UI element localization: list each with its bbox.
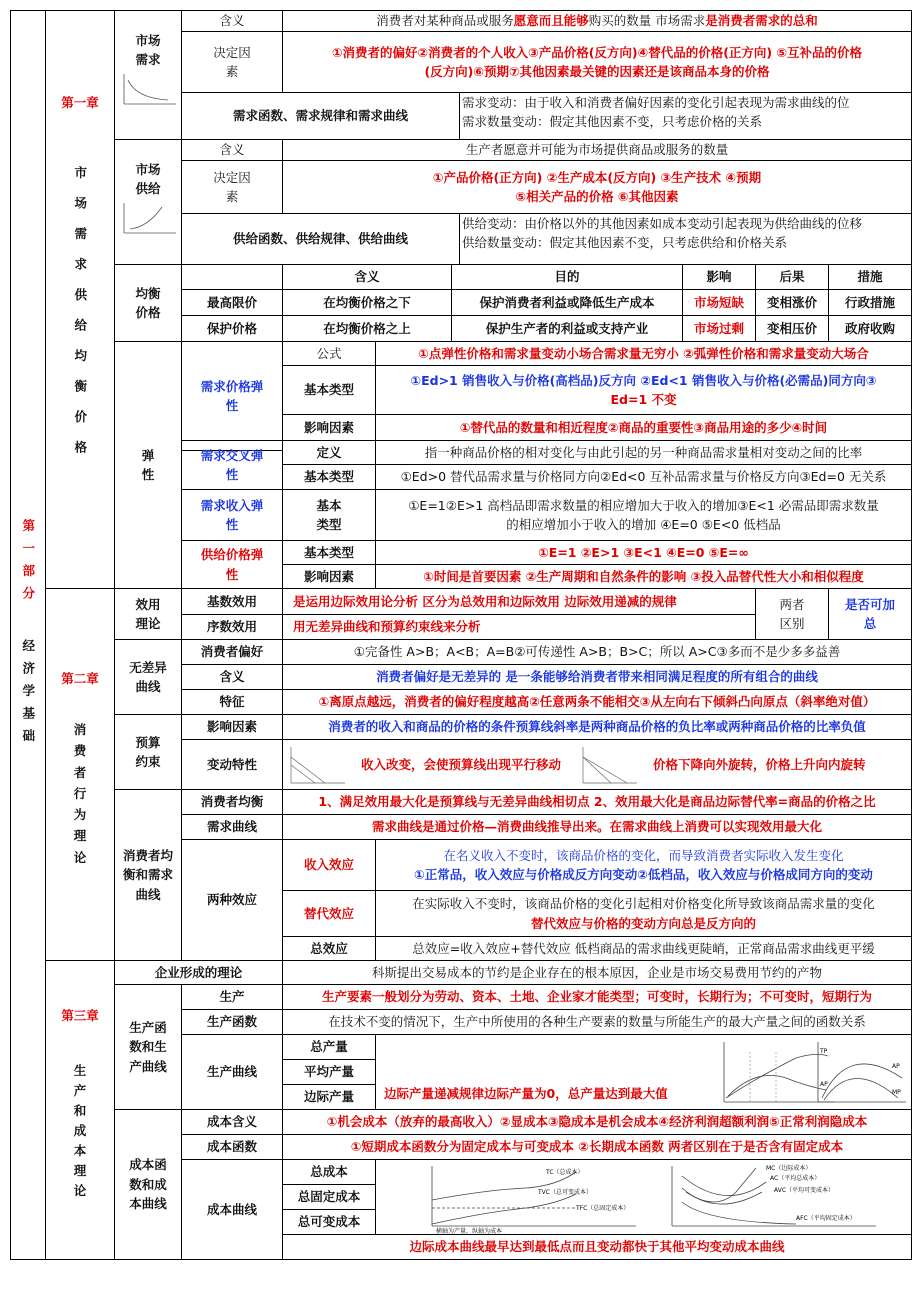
chapter-3-name: 第三章	[61, 1008, 99, 1023]
supply-label: 市场供给	[135, 162, 161, 197]
supply-r2-key: 决定因素	[181, 160, 283, 214]
svg-text:AP: AP	[892, 1063, 900, 1070]
elastic-price-basic-value: ①Ed>1 销售收入与价格(高档品)反方向 ②Ed<1 销售收入与价格(必需品)同方向③ Ed=1 不变	[375, 365, 912, 415]
equil-header-blank	[181, 264, 283, 290]
elastic-cross-def-value: 指一种商品价格的相对变化与由此引起的另一种商品需求量相对变动之间的比率	[375, 440, 912, 465]
cost-item-2: 总可变成本	[282, 1209, 376, 1235]
chapter-3-cell	[45, 960, 115, 1260]
part-cell	[10, 10, 46, 1260]
demand-r3-key: 需求函数、需求规律和需求曲线	[181, 92, 460, 140]
part-subtitle: 经济学基础	[20, 638, 36, 752]
indiff-label: 无差异曲线	[114, 639, 182, 715]
cost-meaning-key: 成本含义	[181, 1109, 283, 1135]
equil-row-0-c1: 保护消费者利益或降低生产成本	[451, 289, 683, 316]
firm-theory-value: 科斯提出交易成本的节约是企业存在的根本原因，企业是市场交易费用节约的产物	[282, 960, 912, 985]
demand-label: 市场需求	[135, 33, 161, 68]
total-effect-key: 总效应	[282, 936, 376, 961]
consumer-equil-key: 消费者均衡	[181, 789, 283, 815]
cost-curve-graphs	[375, 1159, 912, 1235]
cost-bottom-note: 边际成本曲线最早达到最低点而且变动都快于其他平均变动成本曲线	[282, 1234, 912, 1260]
production-curve-key: 生产曲线	[181, 1034, 283, 1110]
svg-text:TC（总成本）: TC（总成本）	[546, 1169, 584, 1176]
elastic-formula-value: ①点弹性价格和需求量变动小场合需求量无穷小 ②弧弹性价格和需求量变动大场合	[375, 341, 912, 366]
chapter-1-title: 市场需求供给均衡价格	[72, 166, 88, 471]
utility-ord-key: 序数效用	[181, 614, 283, 640]
cost-item-1: 总固定成本	[282, 1184, 376, 1210]
indiff-mean-value: 消费者偏好是无差异的 是一条能够给消费者带来相同满足程度的所有组合的曲线	[282, 664, 912, 690]
equil-row-1-c2: 市场过剩	[682, 315, 756, 342]
production-function-key: 生产函数	[181, 1009, 283, 1035]
indiff-pref-value: ①完备性 A>B；A<B；A=B②可传递性 A>B；B>C；所以 A>C③多而不是少多多益善	[282, 639, 912, 665]
production-value: 生产要素一般划分为劳动、资本、土地、企业家才能类型；可变时，长期行为；不可变时，短期行为	[282, 984, 912, 1010]
budget-chg-value: 收入改变，会使预算线出现平行移动 价格下降向外旋转，价格上升向内旋转	[282, 739, 912, 790]
utility-card-value: 是运用边际效用论分析 区分为总效用和边际效用 边际效用递减的规律	[282, 588, 756, 615]
production-curve-value: 边际产量递减规律边际产量为0，总产量达到最大值 TP AP AP MP	[375, 1034, 912, 1110]
equil-header-1: 目的	[451, 264, 683, 290]
elastic-cross-basic-value: ①Ed>0 替代品需求量与价格同方向②Ed<0 互补品需求量与价格反方向③Ed=0 无关系	[375, 464, 912, 490]
two-effects-key: 两种效应	[181, 839, 283, 961]
budget-infl-value: 消费者的收入和商品的价格的条件预算线斜率是两种商品价格的负比率或两种商品价格的比率负值	[282, 714, 912, 740]
elastic-supply-effect-value: ①时间是首要因素 ②生产周期和自然条件的影响 ③投入品替代性大小和相似程度	[375, 564, 912, 589]
elastic-income-label: 需求收入弹性	[181, 489, 283, 541]
equil-row-0-c3: 变相涨价	[755, 289, 829, 316]
equil-row-1-c3: 变相压价	[755, 315, 829, 342]
sub-effect-key: 替代效应	[282, 890, 376, 937]
elastic-supply-effect-key: 影响因素	[282, 564, 376, 589]
equil-header-3: 后果	[755, 264, 829, 290]
income-effect-key: 收入效应	[282, 839, 376, 891]
svg-text:TFC（总固定成本）: TFC（总固定成本）	[576, 1205, 630, 1212]
chapter-3-title: 生产和成本理论	[73, 1063, 87, 1198]
demand-r1-value: 消费者对某种商品或服务 愿意而且能够 购买的数量 市场需求 是消费者需求的总和	[282, 10, 912, 32]
elastic-price-effect-key: 影响因素	[282, 414, 376, 441]
prod-item-1: 平均产量	[282, 1059, 376, 1085]
svg-text:AC（平均总成本）: AC（平均总成本）	[770, 1175, 821, 1182]
elastic-price-label: 需求价格弹性	[181, 341, 283, 451]
cost-item-0: 总成本	[282, 1159, 376, 1185]
chapter-1-name: 第一章	[61, 95, 99, 110]
supply-curve-icon	[118, 199, 178, 239]
elastic-income-basic-key: 基本类型	[282, 489, 376, 541]
equil-header-0: 含义	[282, 264, 452, 290]
budget-chg-key: 变动特性	[181, 739, 283, 790]
equil-row-1-c0: 在均衡价格之上	[282, 315, 452, 342]
chapter-1-cell	[45, 10, 115, 589]
supply-r1-value: 生产者愿意并可能为市场提供商品或服务的数量	[282, 139, 912, 161]
cost-curve-key: 成本曲线	[181, 1159, 283, 1260]
equil-row-1-key: 保护价格	[181, 315, 283, 342]
elastic-supply-basic-value: ①E=1 ②E>1 ③E<1 ④E=0 ⑤E=∞	[375, 540, 912, 565]
elastic-price-effect-value: ①替代品的数量和相近程度②商品的重要性③商品用途的多少④时间	[375, 414, 912, 441]
indiff-pref-key: 消费者偏好	[181, 639, 283, 665]
elastic-supply-label: 供给价格弹性	[181, 540, 283, 589]
budget-label: 预算约束	[114, 714, 182, 790]
supply-r1-key: 含义	[181, 139, 283, 161]
utility-card-key: 基数效用	[181, 588, 283, 615]
demand-r3-value: 需求变动：由于收入和消费者偏好因素的变化引起表现为需求曲线的位 需求数量变动：假定其他因素不变，只考虑价格的关系	[459, 92, 912, 140]
utility-label: 效用理论	[114, 588, 182, 640]
supply-label-cell	[114, 139, 182, 265]
elastic-cross-label: 需求交叉弹性	[181, 440, 283, 490]
firm-theory-key: 企业形成的理论	[114, 960, 283, 985]
part-title: 第一部分	[20, 518, 36, 609]
production-key: 生产	[181, 984, 283, 1010]
budget-rotate-icon	[577, 743, 639, 787]
demand-r2-key: 决定因素	[181, 31, 283, 93]
cost-function-value: ①短期成本函数分为固定成本与可变成本 ②长期成本函数 两者区别在于是否含有固定成本	[282, 1134, 912, 1160]
demand-label-cell	[114, 10, 182, 140]
supply-r3-key: 供给函数、供给规律、供给曲线	[181, 213, 460, 265]
consumer-equil-value: 1、满足效用最大化是预算线与无差异曲线相切点 2、效用最大化是商品边际替代率=商品的价格之比	[282, 789, 912, 815]
demand-curve-key: 需求曲线	[181, 814, 283, 840]
elastic-income-basic-value: ①E=1②E>1 高档品即需求数量的相应增加大于收入的增加③E<1 必需品即需求数量 的相应增加小于收入的增加 ④E=0 ⑤E<0 低档品	[375, 489, 912, 541]
demand-curve-value: 需求曲线是通过价格—消费曲线推导出来。在需求曲线上消费可以实现效用最大化	[282, 814, 912, 840]
cost-meaning-value: ①机会成本（放弃的最高收入）②显成本③隐成本是机会成本④经济利润超额利润⑤正常利润隐成本	[282, 1109, 912, 1135]
elastic-price-basic-key: 基本类型	[282, 365, 376, 415]
income-effect-value: 在名义收入不变时，该商品价格的变化，而导致消费者实际收入发生变化 ①正常品，收入效应与价格成反方向变动②低档品，收入效应与价格成同方向的变动	[375, 839, 912, 891]
svg-text:横轴为产量，纵轴为成本: 横轴为产量，纵轴为成本	[436, 1228, 503, 1234]
budget-parallel-icon	[285, 743, 347, 787]
mp-ap-curve-icon	[812, 1038, 908, 1108]
prod-item-2: 边际产量	[282, 1084, 376, 1110]
total-cost-curve-icon	[426, 1162, 646, 1234]
summary-table	[10, 10, 912, 1260]
svg-text:AP: AP	[820, 1081, 828, 1088]
svg-text:AFC（平均固定成本）: AFC（平均固定成本）	[796, 1215, 856, 1222]
sub-effect-value: 在实际收入不变时，该商品价格的变化引起相对价格变化所导致该商品需求量的变化 替代效应与价格的变动方向总是反方向的	[375, 890, 912, 937]
svg-text:TP: TP	[820, 1048, 828, 1055]
total-effect-value: 总效应=收入效应+替代效应 低档商品的需求曲线更陡峭，正常商品需求曲线更平缓	[375, 936, 912, 961]
utility-diff-value: 是否可加总	[828, 588, 912, 640]
equil-label: 均衡价格	[114, 264, 182, 342]
equil-row-0-c0: 在均衡价格之下	[282, 289, 452, 316]
prod-item-0: 总产量	[282, 1034, 376, 1060]
elastic-cross-basic-key: 基本类型	[282, 464, 376, 490]
cost-function-key: 成本函数	[181, 1134, 283, 1160]
equil-row-0-c2: 市场短缺	[682, 289, 756, 316]
equil-header-4: 措施	[828, 264, 912, 290]
indiff-feat-value: ①离原点越远，消费者的偏好程度越高②任意两条不能相交③从左向右下倾斜凸向原点（斜率绝对值）	[282, 689, 912, 715]
equil-row-0-c4: 行政措施	[828, 289, 912, 316]
utility-diff-key: 两者区别	[755, 588, 829, 640]
demand-curve-icon	[118, 70, 178, 110]
supply-r3-value: 供给变动：由价格以外的其他因素如成本变动引起表现为供给曲线的位移 供给数量变动：假定其他因素不变，只考虑供给和价格关系	[459, 213, 912, 265]
svg-text:AVC（平均可变成本）: AVC（平均可变成本）	[774, 1187, 835, 1194]
elastic-formula-key: 公式	[282, 341, 376, 366]
svg-text:TVC（总可变成本）: TVC（总可变成本）	[538, 1189, 592, 1196]
consumer-equil-label: 消费者均衡和需求曲线	[114, 789, 182, 961]
unit-cost-curve-icon	[666, 1162, 886, 1234]
demand-r2-value: ①消费者的偏好②消费者的个人收入③产品价格(反方向)④替代品的价格(正方向) ⑤互补品的价格 (反方向)⑥预期⑦其他因素最关键的因素还是该商品本身的价格	[282, 31, 912, 93]
indiff-feat-key: 特征	[181, 689, 283, 715]
chapter-2-cell	[45, 588, 115, 961]
utility-ord-value: 用无差异曲线和预算约束线来分析	[282, 614, 756, 640]
equil-row-0-key: 最高限价	[181, 289, 283, 316]
production-function-value: 在技术不变的情况下，生产中所使用的各种生产要素的数量与所能生产的最大产量之间的函数关系	[282, 1009, 912, 1035]
svg-text:MC（边际成本）: MC（边际成本）	[766, 1165, 812, 1172]
svg-text:MP: MP	[892, 1089, 901, 1096]
chapter-2-name: 第二章	[61, 671, 99, 686]
equil-row-1-c4: 政府收购	[828, 315, 912, 342]
demand-r1-key: 含义	[181, 10, 283, 32]
indiff-mean-key: 含义	[181, 664, 283, 690]
production-label: 生产函数和生产曲线	[114, 984, 182, 1110]
elastic-cross-def-key: 定义	[282, 440, 376, 465]
elastic-label: 弹性	[114, 341, 182, 589]
cost-label: 成本函数和成本曲线	[114, 1109, 182, 1260]
equil-row-1-c1: 保护生产者的利益或支持产业	[451, 315, 683, 342]
supply-r2-value: ①产品价格(正方向) ②生产成本(反方向) ③生产技术 ④预期 ⑤相关产品的价格 ⑥其他因素	[282, 160, 912, 214]
budget-infl-key: 影响因素	[181, 714, 283, 740]
equil-header-2: 影响	[682, 264, 756, 290]
elastic-supply-basic-key: 基本类型	[282, 540, 376, 565]
chapter-2-title: 消费者行为理论	[73, 722, 87, 865]
